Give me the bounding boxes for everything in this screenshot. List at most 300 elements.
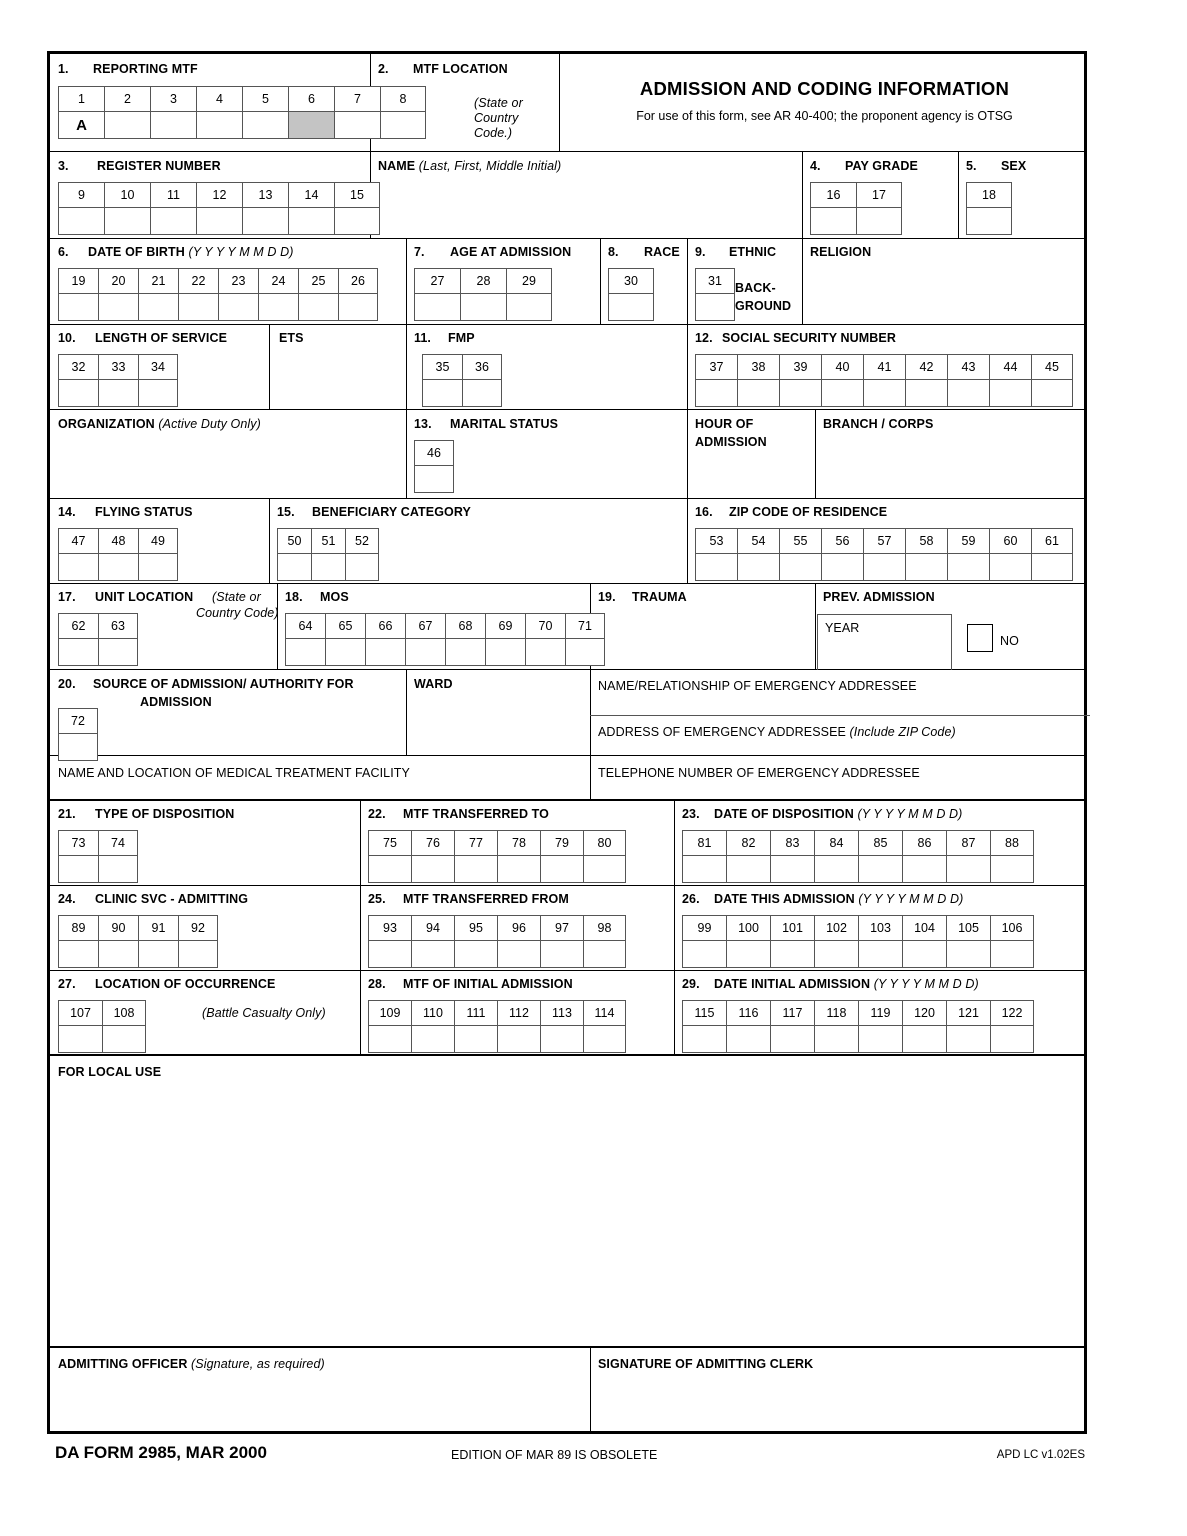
cell-entry-94[interactable]	[411, 941, 454, 968]
cell-122[interactable]	[990, 1000, 1034, 1053]
cell-entry-100[interactable]	[726, 941, 770, 968]
cell-115[interactable]	[682, 1000, 726, 1053]
cell-entry-74[interactable]	[98, 856, 138, 883]
divider	[802, 239, 803, 324]
cell-entry-41[interactable]	[863, 380, 905, 407]
cell-number-41: 41	[863, 354, 905, 380]
cell-21[interactable]	[138, 268, 178, 321]
field-5-cells[interactable]	[966, 182, 1012, 235]
cell-number-30: 30	[608, 268, 654, 294]
cell-99[interactable]	[682, 915, 726, 968]
cell-entry-69[interactable]	[485, 639, 525, 666]
cell-entry-49[interactable]	[138, 554, 178, 581]
field-8-label: RACE	[644, 245, 680, 259]
cell-entry-18[interactable]	[966, 208, 1012, 235]
cell-entry-17[interactable]	[856, 208, 902, 235]
cell-68[interactable]	[445, 613, 485, 666]
cell-28[interactable]	[460, 268, 506, 321]
cell-entry-101[interactable]	[770, 941, 814, 968]
cell-entry-80[interactable]	[583, 856, 626, 883]
cell-entry-58[interactable]	[905, 554, 947, 581]
cell-6[interactable]	[288, 86, 334, 139]
cell-86[interactable]	[902, 830, 946, 883]
field-25-cells[interactable]	[368, 915, 626, 968]
cell-entry-11[interactable]	[150, 208, 196, 235]
cell-54[interactable]	[737, 528, 779, 581]
cell-number-18: 18	[966, 182, 1012, 208]
cell-77[interactable]	[454, 830, 497, 883]
cell-18[interactable]	[966, 182, 1012, 235]
cell-15[interactable]	[334, 182, 380, 235]
cell-entry-38[interactable]	[737, 380, 779, 407]
cell-1[interactable]	[58, 86, 104, 139]
cell-entry-57[interactable]	[863, 554, 905, 581]
cell-entry-8[interactable]	[380, 112, 426, 139]
cell-92[interactable]	[178, 915, 218, 968]
cell-41[interactable]	[863, 354, 905, 407]
cell-98[interactable]	[583, 915, 626, 968]
cell-36[interactable]	[462, 354, 502, 407]
cell-90[interactable]	[98, 915, 138, 968]
cell-48[interactable]	[98, 528, 138, 581]
section-type-of-disposition	[50, 801, 1084, 886]
cell-number-34: 34	[138, 354, 178, 380]
cell-22[interactable]	[178, 268, 218, 321]
cell-52[interactable]	[345, 528, 379, 581]
cell-74[interactable]	[98, 830, 138, 883]
cell-81[interactable]	[682, 830, 726, 883]
field-1-number: 1.	[58, 62, 69, 76]
cell-entry-116[interactable]	[726, 1026, 770, 1053]
cell-entry-59[interactable]	[947, 554, 989, 581]
cell-80[interactable]	[583, 830, 626, 883]
field-27-note: (Battle Casualty Only)	[202, 1006, 326, 1020]
cell-33[interactable]	[98, 354, 138, 407]
cell-23[interactable]	[218, 268, 258, 321]
cell-number-106: 106	[990, 915, 1034, 941]
cell-entry-36[interactable]	[462, 380, 502, 407]
field-18-cells[interactable]	[285, 613, 605, 666]
cell-entry-22[interactable]	[178, 294, 218, 321]
cell-entry-24[interactable]	[258, 294, 298, 321]
cell-72[interactable]	[58, 708, 98, 761]
cell-number-25: 25	[298, 268, 338, 294]
cell-entry-48[interactable]	[98, 554, 138, 581]
cell-7[interactable]	[334, 86, 380, 139]
cell-entry-83[interactable]	[770, 856, 814, 883]
cell-67[interactable]	[405, 613, 445, 666]
cell-59[interactable]	[947, 528, 989, 581]
field-15-cells[interactable]	[277, 528, 379, 581]
cell-entry-7[interactable]	[334, 112, 380, 139]
cell-entry-45[interactable]	[1031, 380, 1073, 407]
cell-entry-120[interactable]	[902, 1026, 946, 1053]
field-8-cells[interactable]	[608, 268, 654, 321]
cell-42[interactable]	[905, 354, 947, 407]
cell-51[interactable]	[311, 528, 345, 581]
cell-57[interactable]	[863, 528, 905, 581]
cell-89[interactable]	[58, 915, 98, 968]
cell-entry-15[interactable]	[334, 208, 380, 235]
cell-entry-5[interactable]	[242, 112, 288, 139]
cell-entry-122[interactable]	[990, 1026, 1034, 1053]
cell-16[interactable]	[810, 182, 856, 235]
field-26-number: 26.	[682, 892, 700, 906]
cell-entry-50[interactable]	[277, 554, 311, 581]
cell-50[interactable]	[277, 528, 311, 581]
cell-entry-52[interactable]	[345, 554, 379, 581]
cell-entry-6[interactable]	[288, 112, 334, 139]
cell-entry-63[interactable]	[98, 639, 138, 666]
cell-73[interactable]	[58, 830, 98, 883]
cell-2[interactable]	[104, 86, 150, 139]
cell-64[interactable]	[285, 613, 325, 666]
field-3-cells[interactable]	[58, 182, 380, 235]
cell-40[interactable]	[821, 354, 863, 407]
cell-26[interactable]	[338, 268, 378, 321]
cell-30[interactable]	[608, 268, 654, 321]
cell-entry-75[interactable]	[368, 856, 411, 883]
cell-88[interactable]	[990, 830, 1034, 883]
cell-entry-27[interactable]	[414, 294, 460, 321]
cell-entry-40[interactable]	[821, 380, 863, 407]
field-13-number: 13.	[414, 417, 432, 431]
cell-43[interactable]	[947, 354, 989, 407]
cell-entry-110[interactable]	[411, 1026, 454, 1053]
cell-entry-108[interactable]	[102, 1026, 146, 1053]
cell-110[interactable]	[411, 1000, 454, 1053]
cell-38[interactable]	[737, 354, 779, 407]
cell-103[interactable]	[858, 915, 902, 968]
cell-entry-76[interactable]	[411, 856, 454, 883]
cell-46[interactable]	[414, 440, 454, 493]
cell-entry-103[interactable]	[858, 941, 902, 968]
cell-108[interactable]	[102, 1000, 146, 1053]
cell-121[interactable]	[946, 1000, 990, 1053]
field-20-cells[interactable]	[58, 708, 98, 761]
cell-number-104: 104	[902, 915, 946, 941]
field-4-cells[interactable]	[810, 182, 902, 235]
cell-entry-56[interactable]	[821, 554, 863, 581]
cell-109[interactable]	[368, 1000, 411, 1053]
cell-65[interactable]	[325, 613, 365, 666]
field-27-cells[interactable]	[58, 1000, 146, 1053]
cell-entry-90[interactable]	[98, 941, 138, 968]
field-12-cells[interactable]	[695, 354, 1073, 407]
cell-75[interactable]	[368, 830, 411, 883]
field-13-cells[interactable]	[414, 440, 454, 493]
cell-114[interactable]	[583, 1000, 626, 1053]
cell-87[interactable]	[946, 830, 990, 883]
cell-62[interactable]	[58, 613, 98, 666]
cell-112[interactable]	[497, 1000, 540, 1053]
cell-entry-23[interactable]	[218, 294, 258, 321]
cell-entry-114[interactable]	[583, 1026, 626, 1053]
field-24-cells[interactable]	[58, 915, 218, 968]
cell-entry-66[interactable]	[365, 639, 405, 666]
cell-entry-44[interactable]	[989, 380, 1031, 407]
cell-number-79: 79	[540, 830, 583, 856]
cell-entry-47[interactable]	[58, 554, 98, 581]
cell-entry-86[interactable]	[902, 856, 946, 883]
cell-entry-99[interactable]	[682, 941, 726, 968]
cell-53[interactable]	[695, 528, 737, 581]
cell-25[interactable]	[298, 268, 338, 321]
cell-104[interactable]	[902, 915, 946, 968]
cell-entry-29[interactable]	[506, 294, 552, 321]
cell-entry-28[interactable]	[460, 294, 506, 321]
cell-entry-19[interactable]	[58, 294, 98, 321]
field-23-cells[interactable]	[682, 830, 1034, 883]
cell-entry-77[interactable]	[454, 856, 497, 883]
cell-102[interactable]	[814, 915, 858, 968]
cell-entry-93[interactable]	[368, 941, 411, 968]
cell-35[interactable]	[422, 354, 462, 407]
cell-number-50: 50	[277, 528, 311, 554]
cell-entry-1[interactable]: A	[58, 112, 104, 139]
cell-entry-121[interactable]	[946, 1026, 990, 1053]
cell-number-78: 78	[497, 830, 540, 856]
cell-93[interactable]	[368, 915, 411, 968]
cell-29[interactable]	[506, 268, 552, 321]
cell-entry-79[interactable]	[540, 856, 583, 883]
cell-55[interactable]	[779, 528, 821, 581]
cell-19[interactable]	[58, 268, 98, 321]
cell-entry-118[interactable]	[814, 1026, 858, 1053]
field-22-cells[interactable]	[368, 830, 626, 883]
cell-32[interactable]	[58, 354, 98, 407]
cell-entry-78[interactable]	[497, 856, 540, 883]
form-footer	[47, 1443, 1087, 1473]
cell-entry-107[interactable]	[58, 1026, 102, 1053]
field-14-cells[interactable]	[58, 528, 178, 581]
cell-45[interactable]	[1031, 354, 1073, 407]
prev-admission-no-checkbox[interactable]	[967, 624, 993, 652]
cell-113[interactable]	[540, 1000, 583, 1053]
cell-61[interactable]	[1031, 528, 1073, 581]
cell-entry-81[interactable]	[682, 856, 726, 883]
cell-entry-61[interactable]	[1031, 554, 1073, 581]
cell-number-85: 85	[858, 830, 902, 856]
cell-entry-89[interactable]	[58, 941, 98, 968]
cell-entry-13[interactable]	[242, 208, 288, 235]
cell-entry-119[interactable]	[858, 1026, 902, 1053]
cell-entry-106[interactable]	[990, 941, 1034, 968]
cell-entry-82[interactable]	[726, 856, 770, 883]
cell-entry-70[interactable]	[525, 639, 565, 666]
cell-entry-20[interactable]	[98, 294, 138, 321]
cell-13[interactable]	[242, 182, 288, 235]
cell-entry-46[interactable]	[414, 466, 454, 493]
cell-entry-60[interactable]	[989, 554, 1031, 581]
cell-entry-97[interactable]	[540, 941, 583, 968]
cell-100[interactable]	[726, 915, 770, 968]
cell-entry-96[interactable]	[497, 941, 540, 968]
cell-entry-16[interactable]	[810, 208, 856, 235]
cell-63[interactable]	[98, 613, 138, 666]
cell-79[interactable]	[540, 830, 583, 883]
cell-entry-91[interactable]	[138, 941, 178, 968]
cell-entry-112[interactable]	[497, 1026, 540, 1053]
cell-34[interactable]	[138, 354, 178, 407]
cell-69[interactable]	[485, 613, 525, 666]
cell-entry-25[interactable]	[298, 294, 338, 321]
cell-entry-2[interactable]	[104, 112, 150, 139]
cell-107[interactable]	[58, 1000, 102, 1053]
cell-entry-64[interactable]	[285, 639, 325, 666]
cell-entry-37[interactable]	[695, 380, 737, 407]
cell-5[interactable]	[242, 86, 288, 139]
field-6-label-text: DATE OF BIRTH	[88, 245, 185, 259]
cell-94[interactable]	[411, 915, 454, 968]
cell-number-33: 33	[98, 354, 138, 380]
cell-44[interactable]	[989, 354, 1031, 407]
field-1-cells[interactable]	[58, 86, 426, 139]
cell-78[interactable]	[497, 830, 540, 883]
cell-20[interactable]	[98, 268, 138, 321]
cell-24[interactable]	[258, 268, 298, 321]
cell-number-62: 62	[58, 613, 98, 639]
cell-entry-51[interactable]	[311, 554, 345, 581]
cell-entry-53[interactable]	[695, 554, 737, 581]
cell-entry-113[interactable]	[540, 1026, 583, 1053]
cell-entry-3[interactable]	[150, 112, 196, 139]
cell-58[interactable]	[905, 528, 947, 581]
cell-119[interactable]	[858, 1000, 902, 1053]
cell-entry-30[interactable]	[608, 294, 654, 321]
cell-entry-105[interactable]	[946, 941, 990, 968]
cell-101[interactable]	[770, 915, 814, 968]
cell-111[interactable]	[454, 1000, 497, 1053]
cell-number-42: 42	[905, 354, 947, 380]
cell-85[interactable]	[858, 830, 902, 883]
cell-entry-12[interactable]	[196, 208, 242, 235]
cell-82[interactable]	[726, 830, 770, 883]
cell-entry-88[interactable]	[990, 856, 1034, 883]
cell-entry-21[interactable]	[138, 294, 178, 321]
cell-entry-54[interactable]	[737, 554, 779, 581]
cell-105[interactable]	[946, 915, 990, 968]
cell-96[interactable]	[497, 915, 540, 968]
cell-56[interactable]	[821, 528, 863, 581]
cell-entry-73[interactable]	[58, 856, 98, 883]
cell-entry-92[interactable]	[178, 941, 218, 968]
field-12-number: 12.	[695, 331, 713, 345]
field-17-cells[interactable]	[58, 613, 138, 666]
section-for-local-use[interactable]	[50, 1056, 1084, 1348]
cell-3[interactable]	[150, 86, 196, 139]
cell-116[interactable]	[726, 1000, 770, 1053]
cell-66[interactable]	[365, 613, 405, 666]
cell-39[interactable]	[779, 354, 821, 407]
field-11-cells[interactable]	[422, 354, 502, 407]
cell-8[interactable]	[380, 86, 426, 139]
field-6-cells[interactable]	[58, 268, 378, 321]
cell-entry-43[interactable]	[947, 380, 989, 407]
cell-entry-65[interactable]	[325, 639, 365, 666]
cell-97[interactable]	[540, 915, 583, 968]
field-28-cells[interactable]	[368, 1000, 626, 1053]
cell-entry-67[interactable]	[405, 639, 445, 666]
field-29-cells[interactable]	[682, 1000, 1034, 1053]
cell-entry-4[interactable]	[196, 112, 242, 139]
cell-entry-104[interactable]	[902, 941, 946, 968]
cell-entry-85[interactable]	[858, 856, 902, 883]
cell-entry-87[interactable]	[946, 856, 990, 883]
cell-49[interactable]	[138, 528, 178, 581]
cell-entry-68[interactable]	[445, 639, 485, 666]
cell-entry-111[interactable]	[454, 1026, 497, 1053]
cell-70[interactable]	[525, 613, 565, 666]
cell-entry-71[interactable]	[565, 639, 605, 666]
cell-4[interactable]	[196, 86, 242, 139]
cell-number-49: 49	[138, 528, 178, 554]
cell-entry-62[interactable]	[58, 639, 98, 666]
cell-entry-32[interactable]	[58, 380, 98, 407]
cell-37[interactable]	[695, 354, 737, 407]
field-26-cells[interactable]	[682, 915, 1034, 968]
cell-entry-109[interactable]	[368, 1026, 411, 1053]
cell-91[interactable]	[138, 915, 178, 968]
field-9-cells[interactable]	[695, 268, 735, 321]
cell-14[interactable]	[288, 182, 334, 235]
cell-17[interactable]	[856, 182, 902, 235]
cell-entry-84[interactable]	[814, 856, 858, 883]
cell-number-113: 113	[540, 1000, 583, 1026]
field-21-cells[interactable]	[58, 830, 138, 883]
cell-entry-35[interactable]	[422, 380, 462, 407]
cell-entry-42[interactable]	[905, 380, 947, 407]
cell-number-81: 81	[682, 830, 726, 856]
cell-71[interactable]	[565, 613, 605, 666]
cell-entry-26[interactable]	[338, 294, 378, 321]
cell-entry-9[interactable]	[58, 208, 104, 235]
field-7-cells[interactable]	[414, 268, 552, 321]
cell-entry-10[interactable]	[104, 208, 150, 235]
cell-27[interactable]	[414, 268, 460, 321]
cell-entry-95[interactable]	[454, 941, 497, 968]
cell-entry-39[interactable]	[779, 380, 821, 407]
cell-entry-117[interactable]	[770, 1026, 814, 1053]
cell-12[interactable]	[196, 182, 242, 235]
cell-47[interactable]	[58, 528, 98, 581]
cell-95[interactable]	[454, 915, 497, 968]
cell-117[interactable]	[770, 1000, 814, 1053]
cell-entry-31[interactable]	[695, 294, 735, 321]
cell-entry-102[interactable]	[814, 941, 858, 968]
cell-entry-98[interactable]	[583, 941, 626, 968]
cell-9[interactable]	[58, 182, 104, 235]
cell-84[interactable]	[814, 830, 858, 883]
cell-entry-55[interactable]	[779, 554, 821, 581]
cell-31[interactable]	[695, 268, 735, 321]
cell-number-109: 109	[368, 1000, 411, 1026]
cell-106[interactable]	[990, 915, 1034, 968]
cell-76[interactable]	[411, 830, 454, 883]
cell-entry-34[interactable]	[138, 380, 178, 407]
field-16-cells[interactable]	[695, 528, 1073, 581]
cell-entry-33[interactable]	[98, 380, 138, 407]
cell-120[interactable]	[902, 1000, 946, 1053]
cell-83[interactable]	[770, 830, 814, 883]
cell-10[interactable]	[104, 182, 150, 235]
cell-entry-14[interactable]	[288, 208, 334, 235]
cell-11[interactable]	[150, 182, 196, 235]
field-10-cells[interactable]	[58, 354, 178, 407]
cell-entry-115[interactable]	[682, 1026, 726, 1053]
cell-118[interactable]	[814, 1000, 858, 1053]
cell-60[interactable]	[989, 528, 1031, 581]
